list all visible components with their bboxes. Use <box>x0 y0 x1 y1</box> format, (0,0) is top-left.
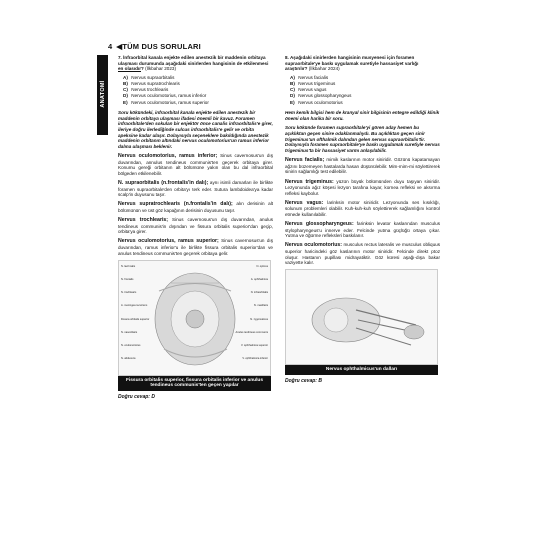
option-key: D) <box>290 93 295 99</box>
question-7-stem <box>118 55 273 72</box>
question-8-answer: Doğru cevap: B <box>285 377 322 384</box>
header-marker: ◀ <box>116 42 123 51</box>
question-8-summary-2: Soru kökünde foramen supraorbitale'yi gören aday hemen bu açıklıktan geçen sinire odaklanmalıydı. Bu açıklıktan geçen sinir trigeminus'un ofthalmik dalından gelen nervus supraorbitalis'tir. Dolayısıyla foramen supraorbitale'ye baskı uygulamak suretiyle nervus trigeminus'ta bir hassasiyet varmı anlaşılabilir. <box>285 125 440 153</box>
explanation-text: yüzün büyük bölümünden duyu taşıyan siniridir. Lezyonunda ağız köşesi lezyon tarafına kayar, kornea refleksi ve aksırma refleksi kaybolur. <box>285 178 440 196</box>
option-text: Nervus oculomotorius, ramus superior <box>130 99 209 105</box>
explanation-paragraph <box>118 201 273 213</box>
explanation-text: Sinus cavernosus'un dış duvarından, anulus tendineus communis'in dışından ve fissura orbitalis superior'dan geçip, orbita'ya girer. <box>118 217 273 235</box>
answer-option <box>290 75 440 81</box>
explanation-lead: N. supraorbitalis (n.frontalis'in dalı); <box>118 180 209 187</box>
answer-option <box>290 100 440 106</box>
figure-label: Fissura orbitalis superior <box>121 317 150 321</box>
figure-caption: Nervus ophthalmicus'un dalları <box>285 365 438 375</box>
explanation-lead: Nervus facialis; <box>285 157 325 164</box>
explanation-text: alın derisinin alt bölümünün ve üst göz kapağının derisinin duyusunu taşır. <box>118 201 273 214</box>
explanation-paragraph <box>118 153 273 176</box>
explanation-text: Sinus cavernosus'un dış duvarından, annulus tendineus communis'ten geçerek orbitaya girer. Konumu gereği orbitanın alt bölümüne yakın olan bu dal infraorbital bölgeden etkilenebilir. <box>118 153 273 177</box>
option-key: C) <box>290 87 295 93</box>
question-source: (İlkbahar 2024) <box>308 66 340 72</box>
explanation-text: Sinus cavernosus'un dış duvarından, ramus inferior'u ile birlikte fissura orbitalis superior'dan ve anulus tendineus communis'ten geçerek orbitaya gelir. <box>118 238 273 256</box>
explanation-paragraph <box>285 157 440 175</box>
answer-option <box>123 75 273 81</box>
option-key: B) <box>290 80 295 86</box>
figure-label: N. oculomotorius <box>121 344 141 348</box>
explanation-lead: Nervus trochlearis; <box>118 217 169 224</box>
option-text: Nervus vagus <box>297 87 327 93</box>
option-text: Nervus facialis <box>297 74 329 80</box>
answer-option <box>290 93 440 99</box>
explanation-lead: Nervus vagus: <box>285 199 324 206</box>
explanation-paragraph <box>285 179 440 197</box>
figure-label: N. maxillaris <box>253 304 268 308</box>
question-8-stem <box>285 55 440 72</box>
option-key: E) <box>123 99 128 105</box>
option-text: Nervus oculomotorius, ramus inferior <box>130 93 207 99</box>
question-7-explanations <box>118 153 273 256</box>
explanation-lead: Nervus oculomotorius, ramus superior; <box>118 238 219 245</box>
explanation-paragraph <box>285 200 440 218</box>
answer-option <box>290 81 440 87</box>
answer-option <box>123 87 273 93</box>
explanation-text: larinksin motor siniridir. Lezyonunda ses kısıklığı, solunum problemleri olabilir. Kuh-kuh-kuh söylettirerek sağlamlığını kontrol etmede kullanılabilir. <box>285 199 440 218</box>
question-7-options <box>123 75 273 105</box>
figure-label: N. frontalis <box>121 277 134 281</box>
option-key: B) <box>123 80 128 86</box>
figure-label: N. infraorbitalis <box>250 291 268 295</box>
question-8-summary: Hem kemik bilgisi hem de kranyal sinir bilgisinin entegre edildiği klinik önemi olan harika bir soru. <box>285 110 440 121</box>
option-text: Nervus glossopharyngeus <box>297 93 352 99</box>
question-7-summary: Soru kökündeki, infraorbital kanala enjekte edilen anestezik bir maddenin orbitaya ulaşması ifadesi önemli bir kavuz. Foramen infraorbitale'den sokulan bir enjektör önce canalis infraorbitalis'e girer, ileriye doğru ilerlediğinde sulcus infraorbitalis'e gelir ve orbita apeksine kadar ulaşır. Dolayısıyla seçeneklere bakıldığında anestezik maddenin orbitanın altındaki nervus oculomotorius'un ramus inferior dalına ulaşması beklenir. <box>118 110 273 149</box>
figure-caption: Fissura orbitalis superior, fissura orbitalis inferior ve anulus tendineus communis'ten geçen yapılar <box>118 376 271 391</box>
explanation-paragraph <box>118 238 273 256</box>
question-number: 8. <box>285 55 289 60</box>
question-text: Aşağıdaki sinirlerden hangisinin musyenesi için foramen supraorbitale'ye baskı uygulamak suretiyle hassasiyet varlığı araştırılır? <box>285 55 419 72</box>
option-key: C) <box>123 87 128 93</box>
explanation-text: farinksin levator kaslarından musculus stylopharyngeus'u innerve eder. Felcinde yutma güçlüğü ortaya çıkar. Yutma ve öğürme refleksleri baskılanır. <box>285 221 440 239</box>
explanation-lead: Nervus oculomotorius, ramus inferior; <box>118 153 218 160</box>
ophthalmic-nerve-illustration <box>285 269 438 365</box>
question-text: İnfraorbital kanala enjekte edilen anestezik bir maddenin orbitaya ulaşması durumunda aşağıdaki sinirlerden hangisinin de etkilenmesi <box>118 55 269 66</box>
explanation-lead: Nervus oculomotorius: <box>285 242 342 249</box>
figure-label: N. opticus <box>256 264 268 268</box>
figure-label: N. nasociliaris <box>121 330 138 334</box>
figure-label: Anulus tendineus communis <box>235 330 268 334</box>
explanation-paragraph <box>285 242 440 265</box>
answer-option <box>290 87 440 93</box>
option-text: Nervus oculomotorius <box>297 99 343 105</box>
figure-label: N. lacrimalis <box>121 264 136 268</box>
page-number: 4 <box>108 42 113 51</box>
option-text: Nervus trochlearis <box>130 87 169 93</box>
figure-label: V. ophthalmica inferior <box>242 357 268 361</box>
left-column <box>118 55 273 400</box>
option-text: Nervus supratrochlearis <box>130 80 180 86</box>
question-8-explanations <box>285 157 440 266</box>
option-key: D) <box>123 93 128 99</box>
answer-option <box>123 93 273 99</box>
figure-label: N. trochlearis <box>121 291 137 295</box>
ophthalmic-diagram-svg <box>286 270 438 365</box>
orbit-apex-illustration <box>118 260 271 376</box>
question-end: ? <box>140 66 144 72</box>
explanation-text: mimik kaslarının motor siniridir. Gözünü kapatamayan ağzını büzemeyen hastalarda hasarı düşünülebilir. Mim-mim-mi söylettirerek sinirin sağlamlığı test edilebilir. <box>285 157 440 175</box>
figure-label: A. meningea recurrens <box>121 304 148 308</box>
explanation-lead: Nervus glossopharyngeus: <box>285 221 354 228</box>
page-header <box>108 42 201 51</box>
figure-label: V. ophthalmica superior <box>240 344 268 348</box>
explanation-paragraph <box>118 180 273 198</box>
option-text: Nervus trigeminus <box>297 80 336 86</box>
figure-label: A. ophthalmica <box>250 277 268 281</box>
side-section-tab <box>97 55 108 135</box>
answer-option <box>123 100 273 106</box>
explanation-lead: Nervus supratrochlearis (n.frontalis'in dalı); <box>118 201 233 208</box>
figure-orbit-fissures <box>118 260 271 391</box>
question-7-answer: Doğru cevap: D <box>118 393 155 400</box>
question-8-options <box>290 75 440 105</box>
figure-label: N. zygomaticus <box>250 317 268 321</box>
explanation-paragraph <box>285 221 440 239</box>
figure-label: N. abducens <box>121 357 136 361</box>
question-source: (İlkbahar 2023) <box>145 66 176 72</box>
option-key: A) <box>290 74 295 80</box>
figure-ophthalmic-nerve <box>285 269 438 375</box>
option-text: Nervus supraorbitalis <box>130 74 175 80</box>
question-number: 7. <box>118 55 122 60</box>
explanation-paragraph <box>118 217 273 235</box>
explanation-text: musculus rectus lateralis ve musculus obliquus superior haricindeki göz kaslarının motor siniridir. Felcinde direkt ptoz oluşur. Hastanın pupillası midrayatiktir. Göz küresi aşağı-dışa bakar vaziyette kalır. <box>285 242 440 266</box>
header-title: TÜM DUS SORULARI <box>122 42 201 51</box>
side-tab-label: ANATOMİ <box>100 80 106 108</box>
answer-option <box>123 81 273 87</box>
question-underlined: en olasıdır <box>118 66 141 72</box>
explanation-lead: Nervus trigeminus: <box>285 178 334 185</box>
right-column <box>285 55 440 384</box>
option-key: E) <box>290 99 295 105</box>
option-key: A) <box>123 74 128 80</box>
explanation-text: aynı isimli damarları ile birlikte foramen supraorbitale'den orbita'yı terk eder. Sutura lambdoidea'ya kadar scalp'in duyusunu taşır. <box>118 180 273 198</box>
